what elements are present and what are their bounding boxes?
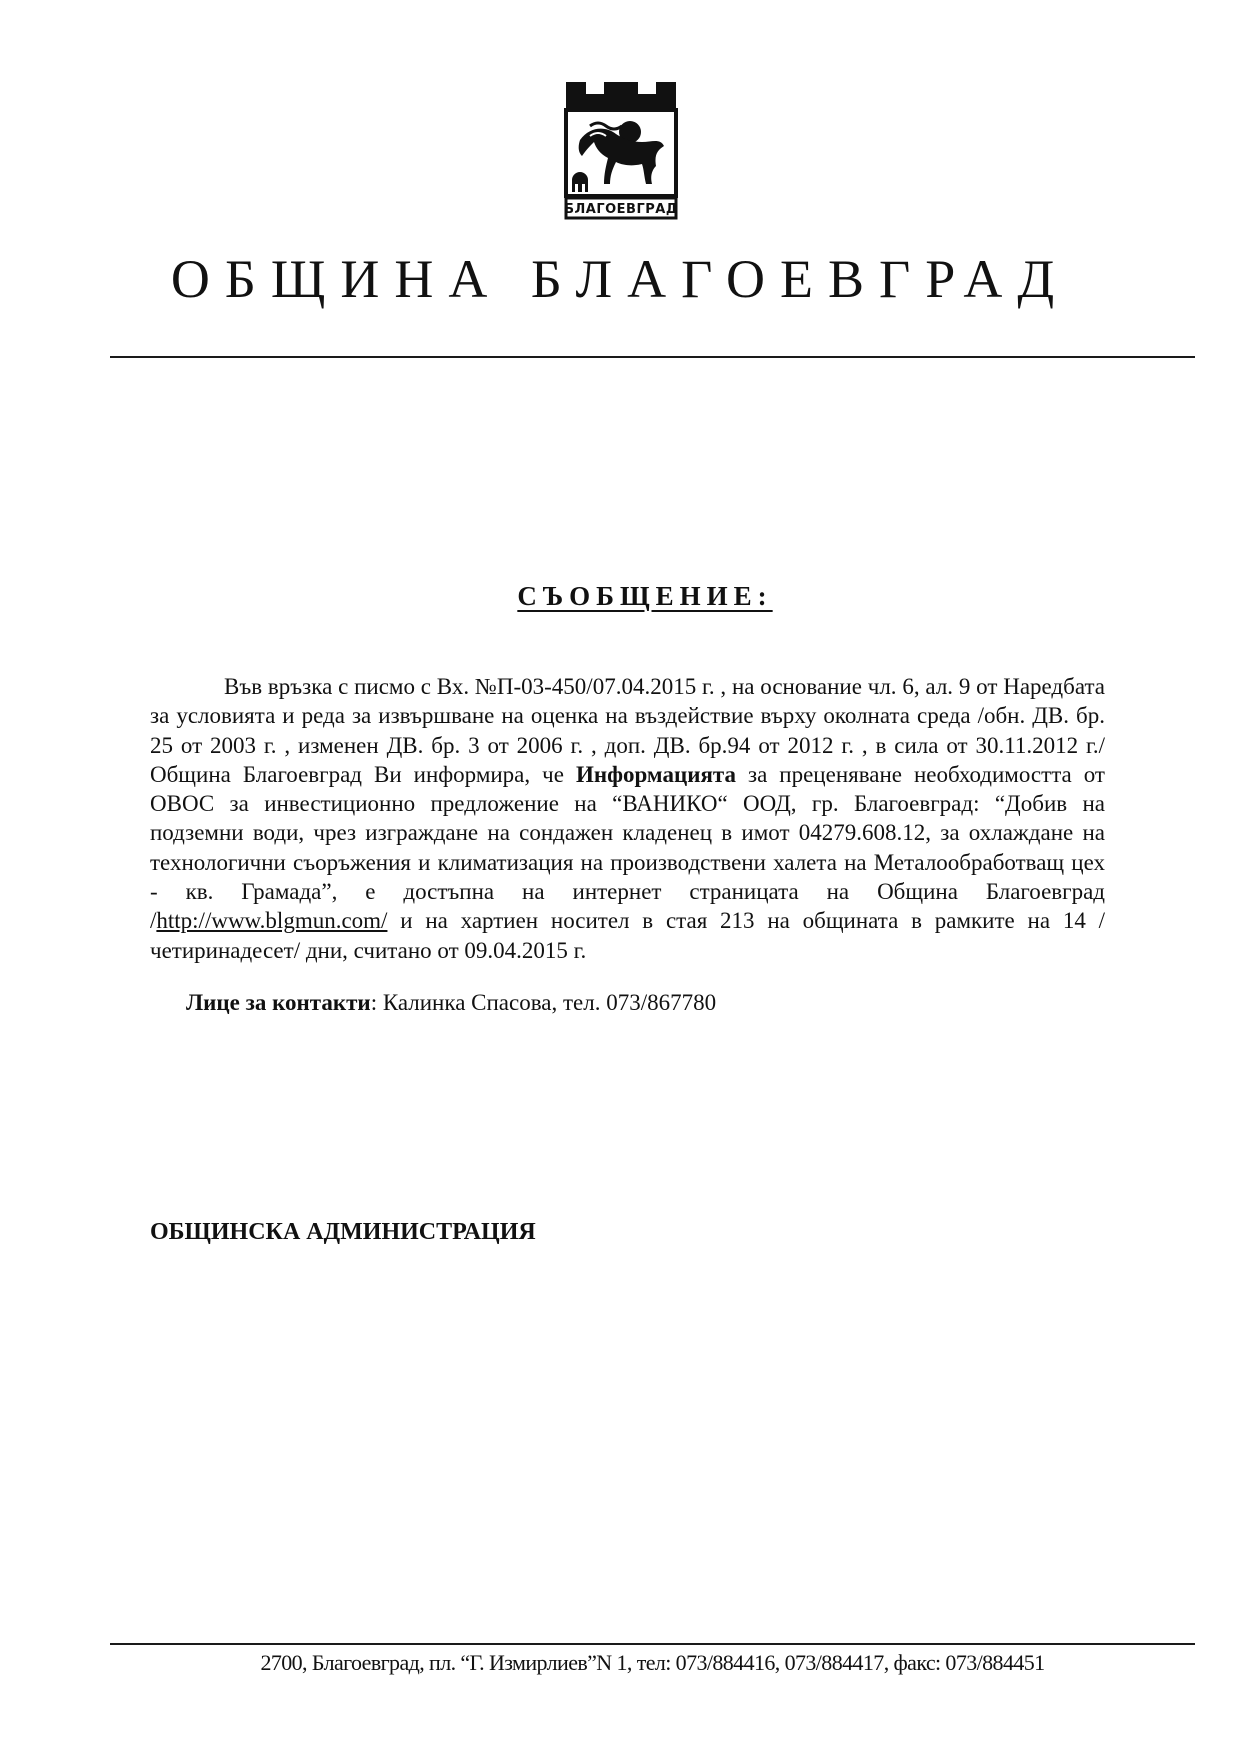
city-crest-logo <box>560 80 682 220</box>
notice-text-part2: за преценяване необходимостта от ОВОС за инвестиционно предложение на “ВАНИКО“ ООД, гр. Благоевград: “Добив на подземни води, чрез изграждане на сондажен кладенец в имот 04279.608.12, за охлаждане на технологични съоръжения и климатизация на производствени халета на Металообработващ цех - кв. Грамада”, е достъпна на интернет страницата на Община Благоевград / <box>150 761 1105 934</box>
crest-label: БЛАГОЕВГРАД <box>564 202 678 217</box>
notice-heading: СЪОБЩЕНИЕ: <box>517 581 773 611</box>
notice-text-bold: Информацията <box>575 761 736 787</box>
contact-line <box>186 990 716 1016</box>
header-divider <box>110 356 1195 358</box>
footer-address: 2700, Благоевград, пл. “Г. Измирлиев”N 1, тел: 073/884416, 073/884417, факс: 073/884451 <box>260 1650 1045 1675</box>
contact-value: : Калинка Спасова, тел. 073/867780 <box>370 990 717 1015</box>
notice-text-part1: Във връзка с писмо с Вх. №П-03-450/07.04.2015 г. , на основание чл. 6, ал. 9 от Наредбата за условията и реда за извършване на оценка на въздействие върху околната среда /обн. ДВ. бр. 25 от 2003 г. , изменен ДВ. бр. 3 от 2006 г. , доп. ДВ. бр.94 от 2012 г. , в сила от 30.11.2012 г./ Община Благоевград Ви информира, че <box>150 674 1105 787</box>
contact-label: Лице за контакти <box>186 990 371 1015</box>
website-link[interactable]: http://www.blgmun.com/ <box>156 908 388 934</box>
notice-paragraph <box>150 672 1105 965</box>
signature-administration: ОБЩИНСКА АДМИНИСТРАЦИЯ <box>150 1219 536 1245</box>
organization-title: ОБЩИНА БЛАГОЕВГРАД <box>170 249 1070 309</box>
footer-divider <box>110 1643 1195 1645</box>
notice-text-part3: и на хартиен носител в стая 213 на общината в рамките на 14 /четиринадесет/ дни, считано от 09.04.2015 г. <box>150 908 1105 963</box>
